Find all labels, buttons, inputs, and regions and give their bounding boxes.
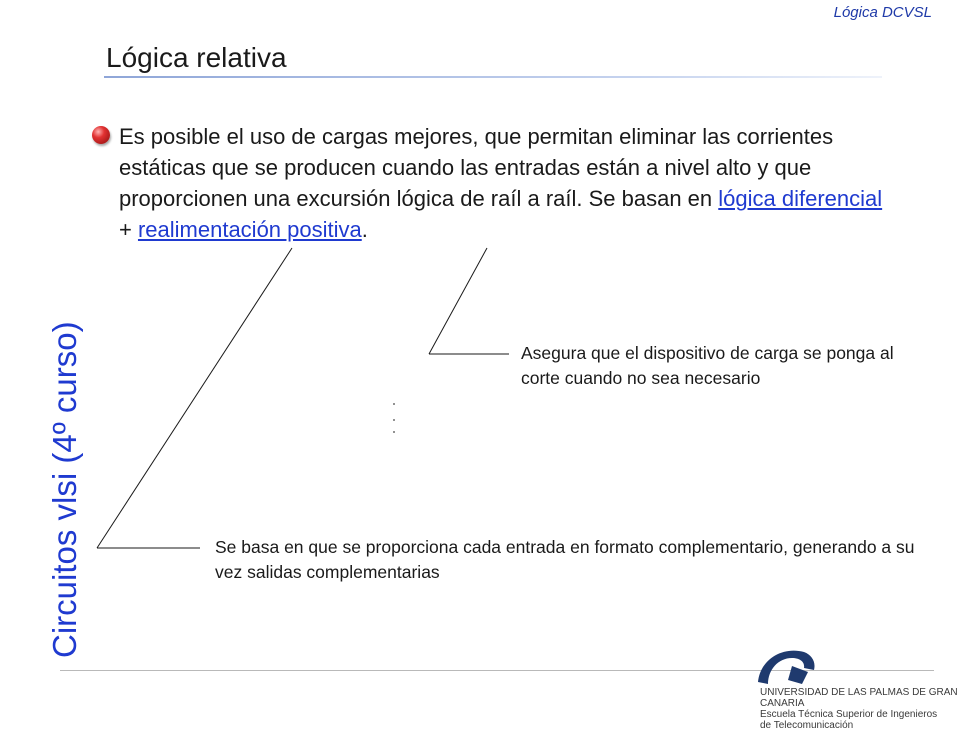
university-logo-icon	[752, 638, 822, 688]
university-line2: Escuela Técnica Superior de Ingenieros	[760, 709, 938, 720]
body-end: .	[361, 217, 368, 242]
side-label: Circuitos vlsi (4º curso)	[46, 321, 83, 658]
header-tag: Lógica DCVSL	[833, 4, 932, 21]
callout-diferencial: Se basa en que se proporciona cada entrada en formato complementario, generando a su vez salidas complementarias	[215, 537, 915, 582]
connector-realimentacion-diagonal	[429, 248, 487, 354]
university-line1: UNIVERSIDAD DE LAS PALMAS DE GRAN CANARIA	[760, 687, 958, 709]
body-text: Es posible el uso de cargas mejores, que permitan eliminar las corrientes estáticas que se producen cuando las entradas están a nivel alto y que proporcionen una excursión lógica de raíl a raíl. Se basan en	[119, 124, 834, 211]
stray-dot	[393, 419, 395, 421]
link-realimentacion-positiva[interactable]: realimentación positiva	[137, 217, 362, 242]
connector-diferencial-diagonal	[97, 248, 292, 548]
stray-dot	[393, 431, 395, 433]
university-line3: de Telecomunicación	[760, 720, 854, 731]
body-connector: +	[119, 217, 138, 242]
stray-dot	[393, 403, 395, 405]
callout-realimentacion: Asegura que el dispositivo de carga se ponga al corte cuando no sea necesario	[521, 343, 894, 388]
university-name	[760, 687, 960, 731]
slide-title: Lógica relativa	[106, 42, 287, 73]
link-logica-diferencial[interactable]: lógica diferencial	[718, 186, 883, 211]
